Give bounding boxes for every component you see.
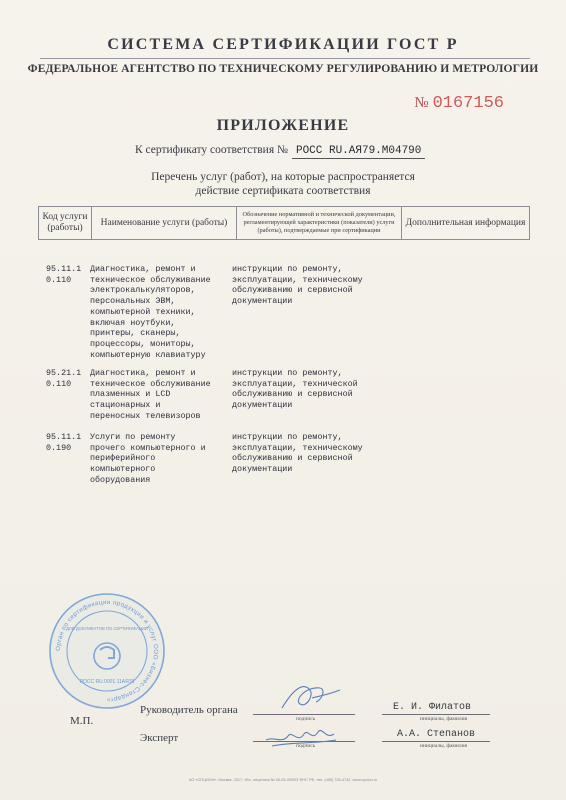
head-label: Руководитель органа [140, 704, 238, 716]
seal-center-text: ДЛЯ ДОКУМЕНТОВ ПО СЕРТИФИКАЦИИ [66, 626, 148, 631]
number-prefix: № [414, 95, 429, 111]
subtitle-line-1: Перечень услуг (работ), на которые распространяется [151, 171, 415, 183]
header-code: Код услуги (работы) [39, 207, 92, 240]
header-info: Дополнительная информация [402, 207, 530, 240]
expert-signature [262, 718, 342, 750]
head-name-line [382, 714, 490, 715]
footer-imprint: АО «ОПЦИОН», Москва, 2017, «В», лицензия № 05-05-09/003 ФНС РФ, тел. (495) 726-4742, www.opcion.ru [188, 778, 378, 782]
mp-label: М.П. [70, 715, 94, 727]
expert-label: Эксперт [140, 732, 179, 744]
expert-sign-caption: подпись [296, 743, 316, 749]
agency-header: ФЕДЕРАЛЬНОЕ АГЕНТСТВО ПО ТЕХНИЧЕСКОМУ РЕГУЛИРОВАНИЮ И МЕТРОЛОГИИ [27, 62, 539, 75]
expert-name: А.А. Степанов [397, 729, 476, 740]
row-name: Диагностика, ремонт и техническое обслуживание электрокалькуляторов, персональных ЭВМ, компьютерной техники, включая ноутбуки, принтеры, сканеры, процессоры, мониторы, компьютерную клавиатуру [90, 264, 211, 360]
row-code: 95.11.1 0.110 [46, 264, 82, 285]
row-code: 95.21.1 0.110 [46, 368, 82, 389]
seal-ring-text: Орган по сертификации продукции и услуг ООО «Бизнес-Стандарт» [54, 598, 160, 704]
page-title: ПРИЛОЖЕНИЕ [216, 117, 350, 134]
row-name: Диагностика, ремонт и техническое обслуживание плазменных и LCD стационарных и переносных телевизоров [90, 368, 211, 421]
head-name: Е. И. Филатов [393, 702, 472, 713]
expert-name-line [382, 741, 490, 742]
head-name-caption: инициалы, фамилия [420, 716, 468, 722]
row-docs: инструкции по ремонту, эксплуатации, техническому обслуживанию и сервисной документации [232, 432, 363, 475]
head-signature [276, 678, 346, 718]
head-sign-caption: подпись [296, 716, 316, 722]
row-code: 95.11.1 0.190 [46, 432, 82, 453]
row-name: Услуги по ремонту прочего компьютерного и периферийного компьютерного оборудования [90, 432, 206, 485]
seal-bottom-text: РОСС RU.0001.11АЯ79 [79, 679, 135, 685]
expert-name-caption: инициалы, фамилия [420, 743, 468, 749]
subtitle-line-2: действие сертификата соответствия [195, 185, 371, 197]
row-docs: инструкции по ремонту, эксплуатации, техническому обслуживанию и сервисной документации [232, 264, 363, 307]
certificate-number: РОСС RU.АЯ79.М04790 [292, 145, 425, 159]
header-docs: Обозначение нормативной и технической документации, регламентирующей характеристики (показатели) услуги (работы), подтверждаемые при сертификации [237, 207, 402, 240]
system-header: СИСТЕМА СЕРТИФИКАЦИИ ГОСТ Р [107, 36, 459, 53]
row-docs: инструкции по ремонту, эксплуатации, технической обслуживанию и сервисной документации [232, 368, 358, 411]
certificate-label: К сертификату соответствия № [135, 144, 288, 156]
header-name: Наименование услуги (работы) [92, 207, 237, 240]
number-value: 0167156 [432, 94, 504, 113]
